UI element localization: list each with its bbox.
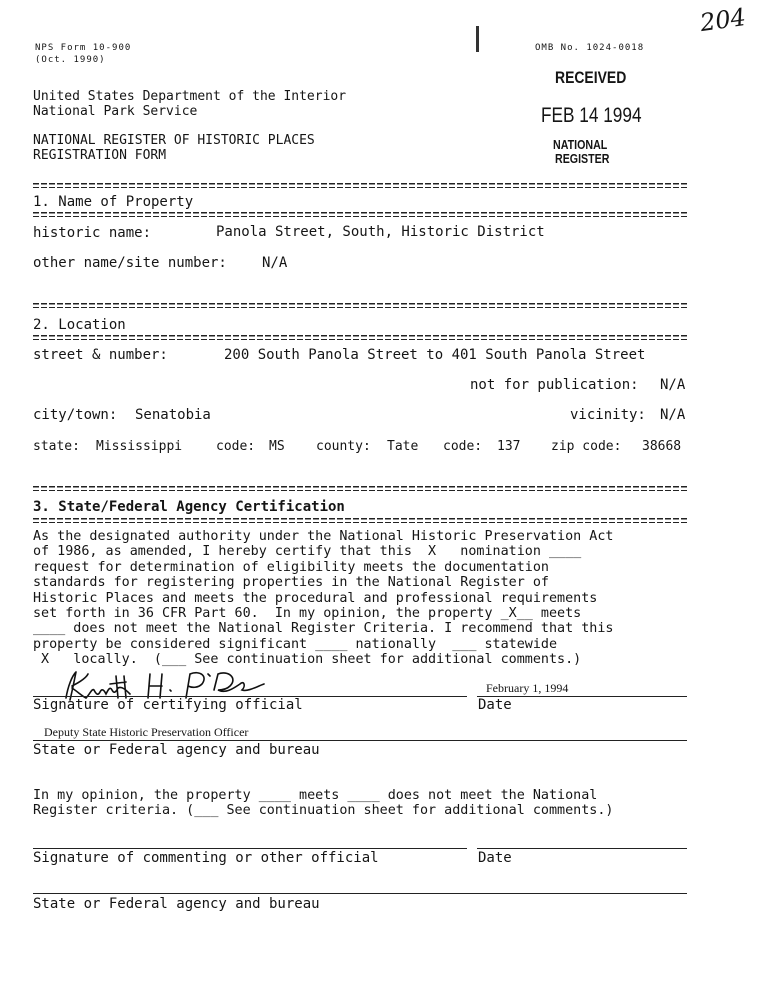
state-label: state: xyxy=(33,439,80,454)
department: United States Department of the Interior xyxy=(33,89,347,104)
cert-line: request for determination of eligibility meets the documentation xyxy=(33,559,549,575)
not-for-publication-label: not for publication: xyxy=(470,377,639,393)
agency-label: State or Federal agency and bureau xyxy=(33,742,320,758)
form-title: REGISTRATION FORM xyxy=(33,148,167,163)
agency-value: Deputy State Historic Preservation Officer xyxy=(44,725,249,739)
scan-mark xyxy=(476,26,479,52)
state-code-value: MS xyxy=(269,439,285,454)
agency-line xyxy=(33,740,687,741)
cert-line: As the designated authority under the National Historic Preservation Act xyxy=(33,529,614,544)
historic-name-label: historic name: xyxy=(33,225,152,241)
state-code-label: code: xyxy=(216,439,256,454)
agency-line-2 xyxy=(33,893,687,894)
vicinity-value: N/A xyxy=(660,407,686,423)
county-code-value: 137 xyxy=(497,439,521,454)
agency: National Park Service xyxy=(33,104,198,119)
historic-name-value: Panola Street, South, Historic District xyxy=(216,224,545,240)
cert-line: set forth in 36 CFR Part 60. In my opinion, the property _X__ meets xyxy=(33,606,582,622)
signature-label: Signature of certifying official xyxy=(33,697,303,713)
stamp-line-1: NATIONAL xyxy=(553,137,608,152)
county-label: county: xyxy=(316,439,371,454)
register-heading: NATIONAL REGISTER OF HISTORIC PLACES xyxy=(33,133,315,148)
stamp-date: FEB 14 1994 xyxy=(541,104,642,127)
cert-line: ____ does not meet the National Register Criteria. I recommend that this xyxy=(33,621,614,637)
zip-label: zip code: xyxy=(551,439,622,454)
opinion-paragraph xyxy=(33,788,693,819)
cert-line: property be considered significant ____ nationally ___ statewide xyxy=(33,636,558,652)
opinion-line: In my opinion, the property ____ meets ____ does not meet the National xyxy=(33,788,598,803)
city-value: Senatobia xyxy=(135,407,211,423)
form-date: (Oct. 1990) xyxy=(35,55,106,65)
certification-date: February 1, 1994 xyxy=(486,681,569,695)
opinion-line: Register criteria. (___ See continuation sheet for additional comments.) xyxy=(33,803,614,819)
separator xyxy=(33,486,688,491)
separator xyxy=(33,335,688,340)
section-1-title: 1. Name of Property xyxy=(33,194,194,210)
county-value: Tate xyxy=(387,439,419,454)
commenting-date-label: Date xyxy=(478,850,512,866)
commenting-official-label: Signature of commenting or other official xyxy=(33,850,379,866)
commenting-date-line xyxy=(477,848,687,849)
street-label: street & number: xyxy=(33,347,168,363)
section-2-title: 2. Location xyxy=(33,317,126,333)
handwritten-page-number: 204 xyxy=(698,2,748,38)
separator xyxy=(33,518,688,523)
zip-value: 38668 xyxy=(642,439,682,454)
state-value: Mississippi xyxy=(96,439,183,454)
form-number: NPS Form 10-900 xyxy=(35,43,132,53)
date-label: Date xyxy=(478,697,512,713)
commenting-signature-line xyxy=(33,848,467,849)
section-3-title: 3. State/Federal Agency Certification xyxy=(33,499,345,515)
other-name-label: other name/site number: xyxy=(33,255,227,271)
cert-line: X locally. (___ See continuation sheet for additional comments.) xyxy=(33,652,582,668)
received-stamp: RECEIVED xyxy=(555,68,627,87)
omb-number: OMB No. 1024-0018 xyxy=(535,43,645,53)
cert-line: Historic Places and meets the procedural and professional requirements xyxy=(33,590,598,606)
separator xyxy=(33,183,688,188)
other-name-value: N/A xyxy=(262,255,288,271)
separator xyxy=(33,303,688,308)
not-for-publication-value: N/A xyxy=(660,377,686,393)
agency-label-2: State or Federal agency and bureau xyxy=(33,896,320,912)
stamp-line-2: REGISTER xyxy=(555,151,610,166)
cert-line: of 1986, as amended, I hereby certify that this X nomination ____ xyxy=(33,544,582,560)
certification-paragraph xyxy=(33,529,693,668)
cert-line: standards for registering properties in the National Register of xyxy=(33,575,549,591)
vicinity-label: vicinity: xyxy=(570,407,646,423)
separator xyxy=(33,212,688,217)
city-label: city/town: xyxy=(33,407,118,423)
street-value: 200 South Panola Street to 401 South Panola Street xyxy=(224,347,646,363)
county-code-label: code: xyxy=(443,439,483,454)
